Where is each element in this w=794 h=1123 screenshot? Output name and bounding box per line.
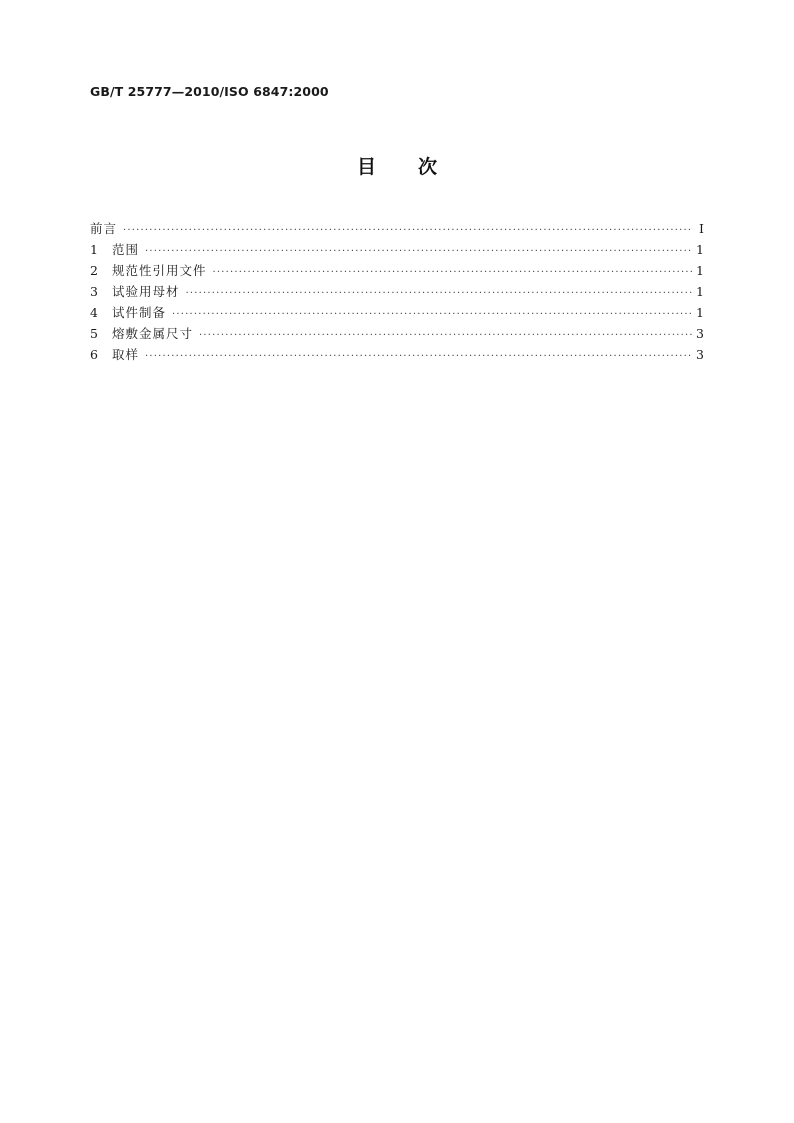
toc-page-number: 1 — [696, 305, 704, 320]
toc-entry-number: 3 — [90, 284, 98, 299]
toc-leader-dots — [186, 283, 692, 304]
standard-number: GB/T 25777—2010/ISO 6847:2000 — [90, 84, 329, 99]
toc-entry-label: 试件制备 — [112, 305, 167, 320]
toc-entry-number: 5 — [90, 326, 98, 341]
toc-entry-label: 试验用母材 — [112, 284, 180, 299]
document-header — [90, 84, 329, 99]
toc-entry-deposited-metal-dimensions[interactable] — [90, 323, 704, 344]
toc-leader-dots — [145, 346, 692, 367]
toc-leader-dots — [123, 220, 692, 241]
toc-leader-dots — [172, 304, 692, 325]
toc-page-number: Ⅰ — [699, 221, 704, 236]
toc-leader-dots — [199, 325, 692, 346]
toc-entry-label: 前言 — [90, 221, 118, 236]
toc-entry-test-base-metal[interactable] — [90, 281, 704, 302]
toc-page-number: 3 — [696, 326, 704, 341]
toc-entry-label: 取样 — [112, 347, 140, 362]
toc-entry-label: 熔敷金属尺寸 — [112, 326, 194, 341]
toc-entry-foreword[interactable] — [90, 218, 704, 239]
toc-entry-scope[interactable] — [90, 239, 704, 260]
toc-page-number: 3 — [696, 347, 704, 362]
toc-entry-number: 1 — [90, 242, 98, 257]
toc-entry-number: 6 — [90, 347, 98, 362]
toc-entry-number: 4 — [90, 305, 98, 320]
toc-entry-label: 范围 — [112, 242, 140, 257]
toc-entry-label: 规范性引用文件 — [112, 263, 207, 278]
toc-leader-dots — [213, 262, 692, 283]
toc-entry-normative-references[interactable] — [90, 260, 704, 281]
toc-page-number: 1 — [696, 242, 704, 257]
toc-entry-number: 2 — [90, 263, 98, 278]
toc-page-number: 1 — [696, 284, 704, 299]
toc-entry-sampling[interactable] — [90, 344, 704, 365]
table-of-contents — [90, 218, 704, 365]
toc-leader-dots — [145, 241, 692, 262]
toc-page-number: 1 — [696, 263, 704, 278]
page-title: 目次 — [356, 156, 479, 178]
toc-entry-specimen-preparation[interactable] — [90, 302, 704, 323]
